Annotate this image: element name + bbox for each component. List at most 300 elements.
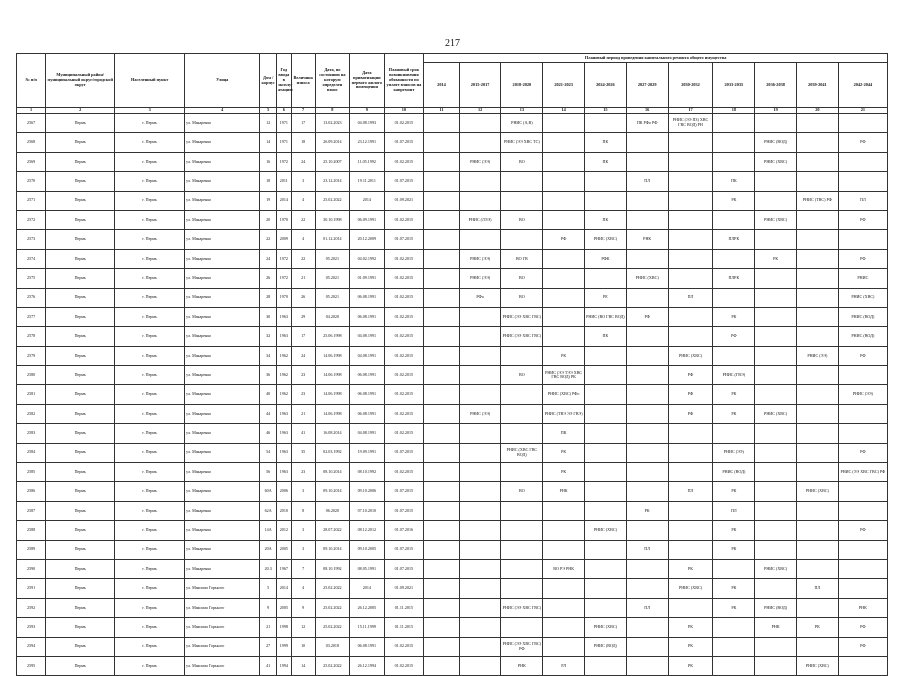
period-cell <box>424 521 460 540</box>
page-number: 217 <box>445 38 460 49</box>
house-cell: 14 <box>260 133 277 152</box>
period-cell <box>459 307 501 326</box>
district-cell: Пермь <box>46 463 115 482</box>
period-header: 2030-2032 <box>668 63 713 108</box>
period-cell <box>543 191 585 210</box>
row-number-cell: 2578 <box>17 327 46 346</box>
period-cell: РНИС (ТВС) РФ <box>796 191 838 210</box>
period-cell <box>838 501 887 520</box>
district-cell: Пермь <box>46 521 115 540</box>
period-cell <box>459 366 501 385</box>
column-number-cell: 20 <box>796 108 838 114</box>
period-cell <box>501 579 543 598</box>
privatization-date-cell: 06.08.1991 <box>350 404 384 423</box>
district-cell: Пермь <box>46 210 115 229</box>
period-cell <box>796 404 838 423</box>
period-cell <box>713 133 755 152</box>
privatization-date-cell: 04.08.1991 <box>350 424 384 443</box>
street-cell: ул. Макаренко <box>185 172 260 191</box>
wear-cell: 22 <box>291 249 315 268</box>
district-cell: Пермь <box>46 598 115 617</box>
deadline-cell: 01.02.2015 <box>384 269 424 288</box>
table-row <box>17 598 888 617</box>
locality-cell: г. Пермь <box>115 482 185 501</box>
privatization-date-cell: 26.12.1994 <box>350 656 384 675</box>
wear-cell: 10 <box>291 637 315 656</box>
table-row <box>17 230 888 249</box>
period-cell <box>626 521 668 540</box>
column-number-cell: 2 <box>46 108 115 114</box>
wear-date-cell: 25.02.2022 <box>315 656 349 675</box>
row-number-cell: 2590 <box>17 559 46 578</box>
deadline-cell: 01.07.2015 <box>384 172 424 191</box>
wear-date-cell: 08.10.1992 <box>315 559 349 578</box>
table-row <box>17 637 888 656</box>
period-cell <box>459 443 501 462</box>
period-cell <box>838 114 887 133</box>
deadline-cell: 01.07.2015 <box>384 559 424 578</box>
year-cell: 2005 <box>277 540 292 559</box>
locality-cell: г. Пермь <box>115 346 185 365</box>
period-cell <box>424 618 460 637</box>
row-number-cell: 2592 <box>17 598 46 617</box>
period-cell <box>626 656 668 675</box>
period-cell <box>459 579 501 598</box>
wear-cell: 4 <box>291 579 315 598</box>
table-row <box>17 540 888 559</box>
table-row <box>17 482 888 501</box>
privatization-date-cell: 04.02.1992 <box>350 249 384 268</box>
period-cell: РФ <box>543 230 585 249</box>
wear-date-cell: 02.03.1992 <box>315 443 349 462</box>
privatization-date-cell: 19.11.2011 <box>350 172 384 191</box>
street-cell: ул. Макаренко <box>185 501 260 520</box>
period-cell <box>585 191 627 210</box>
table-body <box>17 108 888 676</box>
year-cell: 1972 <box>277 269 292 288</box>
year-cell: 2010 <box>277 501 292 520</box>
period-cell <box>626 637 668 656</box>
locality-cell: г. Пермь <box>115 249 185 268</box>
privatization-date-cell: 11.05.1992 <box>350 152 384 171</box>
wear-date-cell: 04.2020 <box>315 307 349 326</box>
locality-cell: г. Пермь <box>115 559 185 578</box>
period-cell <box>459 521 501 540</box>
table-row <box>17 443 888 462</box>
house-cell: 36 <box>260 366 277 385</box>
wear-date-cell: 30.10.1998 <box>315 210 349 229</box>
period-cell <box>585 346 627 365</box>
house-cell: 20 <box>260 210 277 229</box>
period-cell <box>626 288 668 307</box>
year-cell: 2012 <box>277 521 292 540</box>
period-cell <box>459 385 501 404</box>
deadline-cell: 01.02.2015 <box>384 656 424 675</box>
district-cell: Пермь <box>46 327 115 346</box>
period-cell <box>668 598 713 617</box>
period-cell: РНИС (ХВС) РФо <box>543 385 585 404</box>
street-cell: ул. Макаренко <box>185 327 260 346</box>
wear-date-cell: 03.2018 <box>315 637 349 656</box>
year-cell: 1970 <box>277 210 292 229</box>
house-cell: 20А <box>260 540 277 559</box>
period-cell <box>585 172 627 191</box>
period-cell <box>424 133 460 152</box>
column-number-cell: 6 <box>277 108 292 114</box>
street-cell: ул. Макаренко <box>185 152 260 171</box>
column-number-cell: 7 <box>291 108 315 114</box>
period-header: 2021-2023 <box>543 63 585 108</box>
wear-date-cell: 09.10.2014 <box>315 540 349 559</box>
locality-cell: г. Пермь <box>115 230 185 249</box>
column-number-cell: 19 <box>755 108 797 114</box>
year-cell: 1962 <box>277 366 292 385</box>
period-cell: РФ <box>838 637 887 656</box>
district-cell: Пермь <box>46 366 115 385</box>
period-cell: РК <box>713 598 755 617</box>
col-header-wear: Величина износа <box>291 54 315 108</box>
table-row <box>17 307 888 326</box>
row-number-cell: 2588 <box>17 521 46 540</box>
period-cell <box>668 443 713 462</box>
deadline-cell: 01.02.2015 <box>384 424 424 443</box>
column-number-cell: 3 <box>115 108 185 114</box>
period-cell <box>796 463 838 482</box>
period-cell: РНИС (ХВС) <box>585 521 627 540</box>
row-number-cell: 2591 <box>17 579 46 598</box>
row-number-cell: 2571 <box>17 191 46 210</box>
period-cell <box>838 482 887 501</box>
period-cell <box>626 463 668 482</box>
period-cell <box>585 540 627 559</box>
period-cell <box>796 559 838 578</box>
period-cell: ПЛРК <box>713 230 755 249</box>
year-cell: 1971 <box>277 114 292 133</box>
deadline-cell: 01.02.2015 <box>384 307 424 326</box>
privatization-date-cell: 26.12.2005 <box>350 598 384 617</box>
locality-cell: г. Пермь <box>115 598 185 617</box>
row-number-cell: 2577 <box>17 307 46 326</box>
period-cell: РФ <box>838 618 887 637</box>
locality-cell: г. Пермь <box>115 501 185 520</box>
year-cell: 1998 <box>277 618 292 637</box>
period-cell: РНИС (ХВС) <box>838 288 887 307</box>
period-cell: РК <box>668 656 713 675</box>
period-cell: РК <box>543 346 585 365</box>
deadline-cell: 01.11.2015 <box>384 618 424 637</box>
period-cell: РНИС (ВОД) <box>585 637 627 656</box>
period-cell <box>543 618 585 637</box>
locality-cell: г. Пермь <box>115 210 185 229</box>
period-header: 2018-2020 <box>501 63 543 108</box>
period-cell: РНИС (ЭЭ ХВС ГВС) <box>501 327 543 346</box>
row-number-cell: 2567 <box>17 114 46 133</box>
period-cell <box>668 307 713 326</box>
period-cell <box>585 443 627 462</box>
street-cell: ул. Максима Горького <box>185 579 260 598</box>
deadline-cell: 01.02.2015 <box>384 366 424 385</box>
period-cell <box>501 559 543 578</box>
period-cell <box>543 172 585 191</box>
deadline-cell: 01.07.2015 <box>384 230 424 249</box>
house-cell: 5 <box>260 579 277 598</box>
privatization-date-cell: 2014 <box>350 191 384 210</box>
period-cell <box>626 152 668 171</box>
period-cell <box>838 152 887 171</box>
column-number-cell: 11 <box>424 108 460 114</box>
table-row <box>17 618 888 637</box>
wear-cell: 8 <box>291 501 315 520</box>
locality-cell: г. Пермь <box>115 288 185 307</box>
period-cell: РФ <box>668 385 713 404</box>
period-cell <box>796 249 838 268</box>
locality-cell: г. Пермь <box>115 618 185 637</box>
period-cell: РНИС (ЭЭ ХВС ГВС) РФ <box>501 637 543 656</box>
period-cell: ПК <box>585 210 627 229</box>
period-cell <box>424 346 460 365</box>
street-cell: ул. Макаренко <box>185 191 260 210</box>
row-number-cell: 2580 <box>17 366 46 385</box>
house-cell: 28 <box>260 288 277 307</box>
wear-date-cell: 01.12.2014 <box>315 230 349 249</box>
period-cell <box>543 598 585 617</box>
wear-date-cell: 06.2020 <box>315 501 349 520</box>
period-cell <box>424 307 460 326</box>
table-row <box>17 152 888 171</box>
deadline-cell: 01.07.2015 <box>384 133 424 152</box>
period-cell <box>713 346 755 365</box>
period-cell <box>713 637 755 656</box>
district-cell: Пермь <box>46 559 115 578</box>
period-cell: РФ <box>713 327 755 346</box>
period-cell <box>755 114 797 133</box>
period-cell <box>796 540 838 559</box>
period-cell <box>424 114 460 133</box>
period-cell <box>501 618 543 637</box>
wear-cell: 3 <box>291 482 315 501</box>
row-number-cell: 2581 <box>17 385 46 404</box>
year-cell: 2005 <box>277 598 292 617</box>
year-cell: 1962 <box>277 346 292 365</box>
period-cell: РНК <box>543 482 585 501</box>
period-cell <box>796 521 838 540</box>
period-cell <box>424 656 460 675</box>
period-cell <box>755 521 797 540</box>
period-cell: РК <box>713 385 755 404</box>
year-cell: 1963 <box>277 327 292 346</box>
period-cell <box>755 540 797 559</box>
wear-date-cell: 05.2021 <box>315 249 349 268</box>
period-cell: РНИС (ХВС) <box>585 618 627 637</box>
house-cell: 26 <box>260 269 277 288</box>
house-cell: 44 <box>260 404 277 423</box>
house-cell: 46 <box>260 424 277 443</box>
year-cell: 2014 <box>277 579 292 598</box>
period-cell: РНИС (ВОД) <box>838 327 887 346</box>
period-cell: РНИС (ЭЭ) <box>713 443 755 462</box>
wear-date-cell: 23.12.2014 <box>315 172 349 191</box>
period-cell <box>501 191 543 210</box>
period-cell: РФ <box>838 443 887 462</box>
wear-cell: 22 <box>291 210 315 229</box>
period-cell: РК <box>668 637 713 656</box>
col-header-deadline: Плановый срок возникновения обязанности по уплате взносов на капремонт <box>384 54 424 108</box>
period-cell <box>713 210 755 229</box>
period-cell: РНК <box>626 230 668 249</box>
period-cell <box>755 346 797 365</box>
period-cell <box>424 366 460 385</box>
year-cell: 1963 <box>277 307 292 326</box>
district-cell: Пермь <box>46 637 115 656</box>
period-cell <box>668 269 713 288</box>
column-number-cell: 10 <box>384 108 424 114</box>
wear-cell: 3 <box>291 521 315 540</box>
period-cell <box>585 598 627 617</box>
table-row <box>17 249 888 268</box>
period-cell: РК <box>668 618 713 637</box>
period-cell <box>424 404 460 423</box>
column-number-cell: 9 <box>350 108 384 114</box>
period-cell <box>501 404 543 423</box>
table-row <box>17 346 888 365</box>
deadline-cell: 01.02.2015 <box>384 152 424 171</box>
wear-cell: 41 <box>291 424 315 443</box>
privatization-date-cell: 09.10.2006 <box>350 482 384 501</box>
wear-date-cell: 08.10.2014 <box>315 463 349 482</box>
table-row <box>17 366 888 385</box>
period-header: 2042-2044 <box>838 63 887 108</box>
period-cell <box>796 152 838 171</box>
period-cell: РФ <box>838 521 887 540</box>
privatization-date-cell: 06.08.1991 <box>350 288 384 307</box>
privatization-date-cell: 06.08.1991 <box>350 307 384 326</box>
table-row <box>17 579 888 598</box>
street-cell: ул. Макаренко <box>185 385 260 404</box>
wear-cell: 7 <box>291 559 315 578</box>
deadline-cell: 01.07.2015 <box>384 443 424 462</box>
col-header-no: № п/п <box>17 54 46 108</box>
table-row <box>17 288 888 307</box>
district-cell: Пермь <box>46 152 115 171</box>
period-cell: РНИС (ЭЭ) <box>459 404 501 423</box>
period-cell <box>585 463 627 482</box>
wear-date-cell: 28.07.2022 <box>315 521 349 540</box>
col-header-locality: Населенный пункт <box>115 54 185 108</box>
street-cell: ул. Макаренко <box>185 404 260 423</box>
period-cell <box>713 559 755 578</box>
column-number-cell: 14 <box>543 108 585 114</box>
period-cell: РНИС (ВОД) <box>838 307 887 326</box>
period-cell <box>459 656 501 675</box>
period-cell <box>459 327 501 346</box>
column-number-cell: 8 <box>315 108 349 114</box>
wear-date-cell: 25.06.1998 <box>315 327 349 346</box>
period-cell: РНИС (ЭЭ) <box>459 152 501 171</box>
period-cell <box>796 327 838 346</box>
period-cell <box>424 637 460 656</box>
locality-cell: г. Пермь <box>115 463 185 482</box>
locality-cell: г. Пермь <box>115 133 185 152</box>
wear-date-cell: 16.08.2014 <box>315 424 349 443</box>
period-cell <box>796 424 838 443</box>
period-cell <box>626 249 668 268</box>
locality-cell: г. Пермь <box>115 152 185 171</box>
period-cell <box>459 172 501 191</box>
wear-cell: 9 <box>291 598 315 617</box>
period-cell: РФ <box>838 346 887 365</box>
deadline-cell: 01.02.2015 <box>384 327 424 346</box>
period-cell: РК <box>713 191 755 210</box>
privatization-date-cell: 09.10.2005 <box>350 540 384 559</box>
wear-date-cell: 14.06.1998 <box>315 385 349 404</box>
period-cell <box>796 598 838 617</box>
period-cell <box>585 579 627 598</box>
period-cell <box>459 598 501 617</box>
period-cell <box>626 424 668 443</box>
period-cell <box>424 463 460 482</box>
house-cell: 40 <box>260 385 277 404</box>
privatization-date-cell: 04.08.1993 <box>350 114 384 133</box>
period-cell <box>424 540 460 559</box>
period-cell <box>424 269 460 288</box>
wear-date-cell: 05.2021 <box>315 288 349 307</box>
district-cell: Пермь <box>46 482 115 501</box>
table-row <box>17 463 888 482</box>
wear-cell: 3 <box>291 172 315 191</box>
house-cell: 20.3 <box>260 559 277 578</box>
period-cell <box>424 559 460 578</box>
period-cell <box>668 521 713 540</box>
period-cell <box>585 366 627 385</box>
period-cell <box>755 288 797 307</box>
period-cell <box>501 346 543 365</box>
row-number-cell: 2576 <box>17 288 46 307</box>
period-cell <box>424 172 460 191</box>
street-cell: ул. Максима Горького <box>185 637 260 656</box>
district-cell: Пермь <box>46 656 115 675</box>
period-cell: ВО <box>501 482 543 501</box>
district-cell: Пермь <box>46 346 115 365</box>
period-cell <box>755 424 797 443</box>
period-cell <box>838 656 887 675</box>
district-cell: Пермь <box>46 540 115 559</box>
period-cell <box>668 210 713 229</box>
privatization-date-cell: 06.09.1991 <box>350 210 384 229</box>
period-cell <box>668 172 713 191</box>
period-cell <box>501 385 543 404</box>
period-cell <box>459 463 501 482</box>
column-number-cell: 15 <box>585 108 627 114</box>
period-cell: РНИС (ЛЭЭ) <box>459 210 501 229</box>
deadline-cell: 01.02.2015 <box>384 210 424 229</box>
period-cell: РНИС (ХВС) <box>626 269 668 288</box>
period-cell <box>796 366 838 385</box>
period-cell <box>501 463 543 482</box>
period-cell <box>668 191 713 210</box>
column-number-cell: 12 <box>459 108 501 114</box>
period-cell <box>501 521 543 540</box>
wear-date-cell: 25.02.2022 <box>315 618 349 637</box>
privatization-date-cell: 01.09.1991 <box>350 269 384 288</box>
period-cell: РНИС (ТВЭ ЭЭ ГВЭ) <box>543 404 585 423</box>
period-cell <box>626 443 668 462</box>
capital-repair-table <box>16 53 888 676</box>
deadline-cell: 01.09.2021 <box>384 579 424 598</box>
street-cell: ул. Максима Горького <box>185 618 260 637</box>
period-cell: РФо <box>459 288 501 307</box>
column-number-cell: 21 <box>838 108 887 114</box>
period-cell: РНИС (ХВС) <box>668 579 713 598</box>
